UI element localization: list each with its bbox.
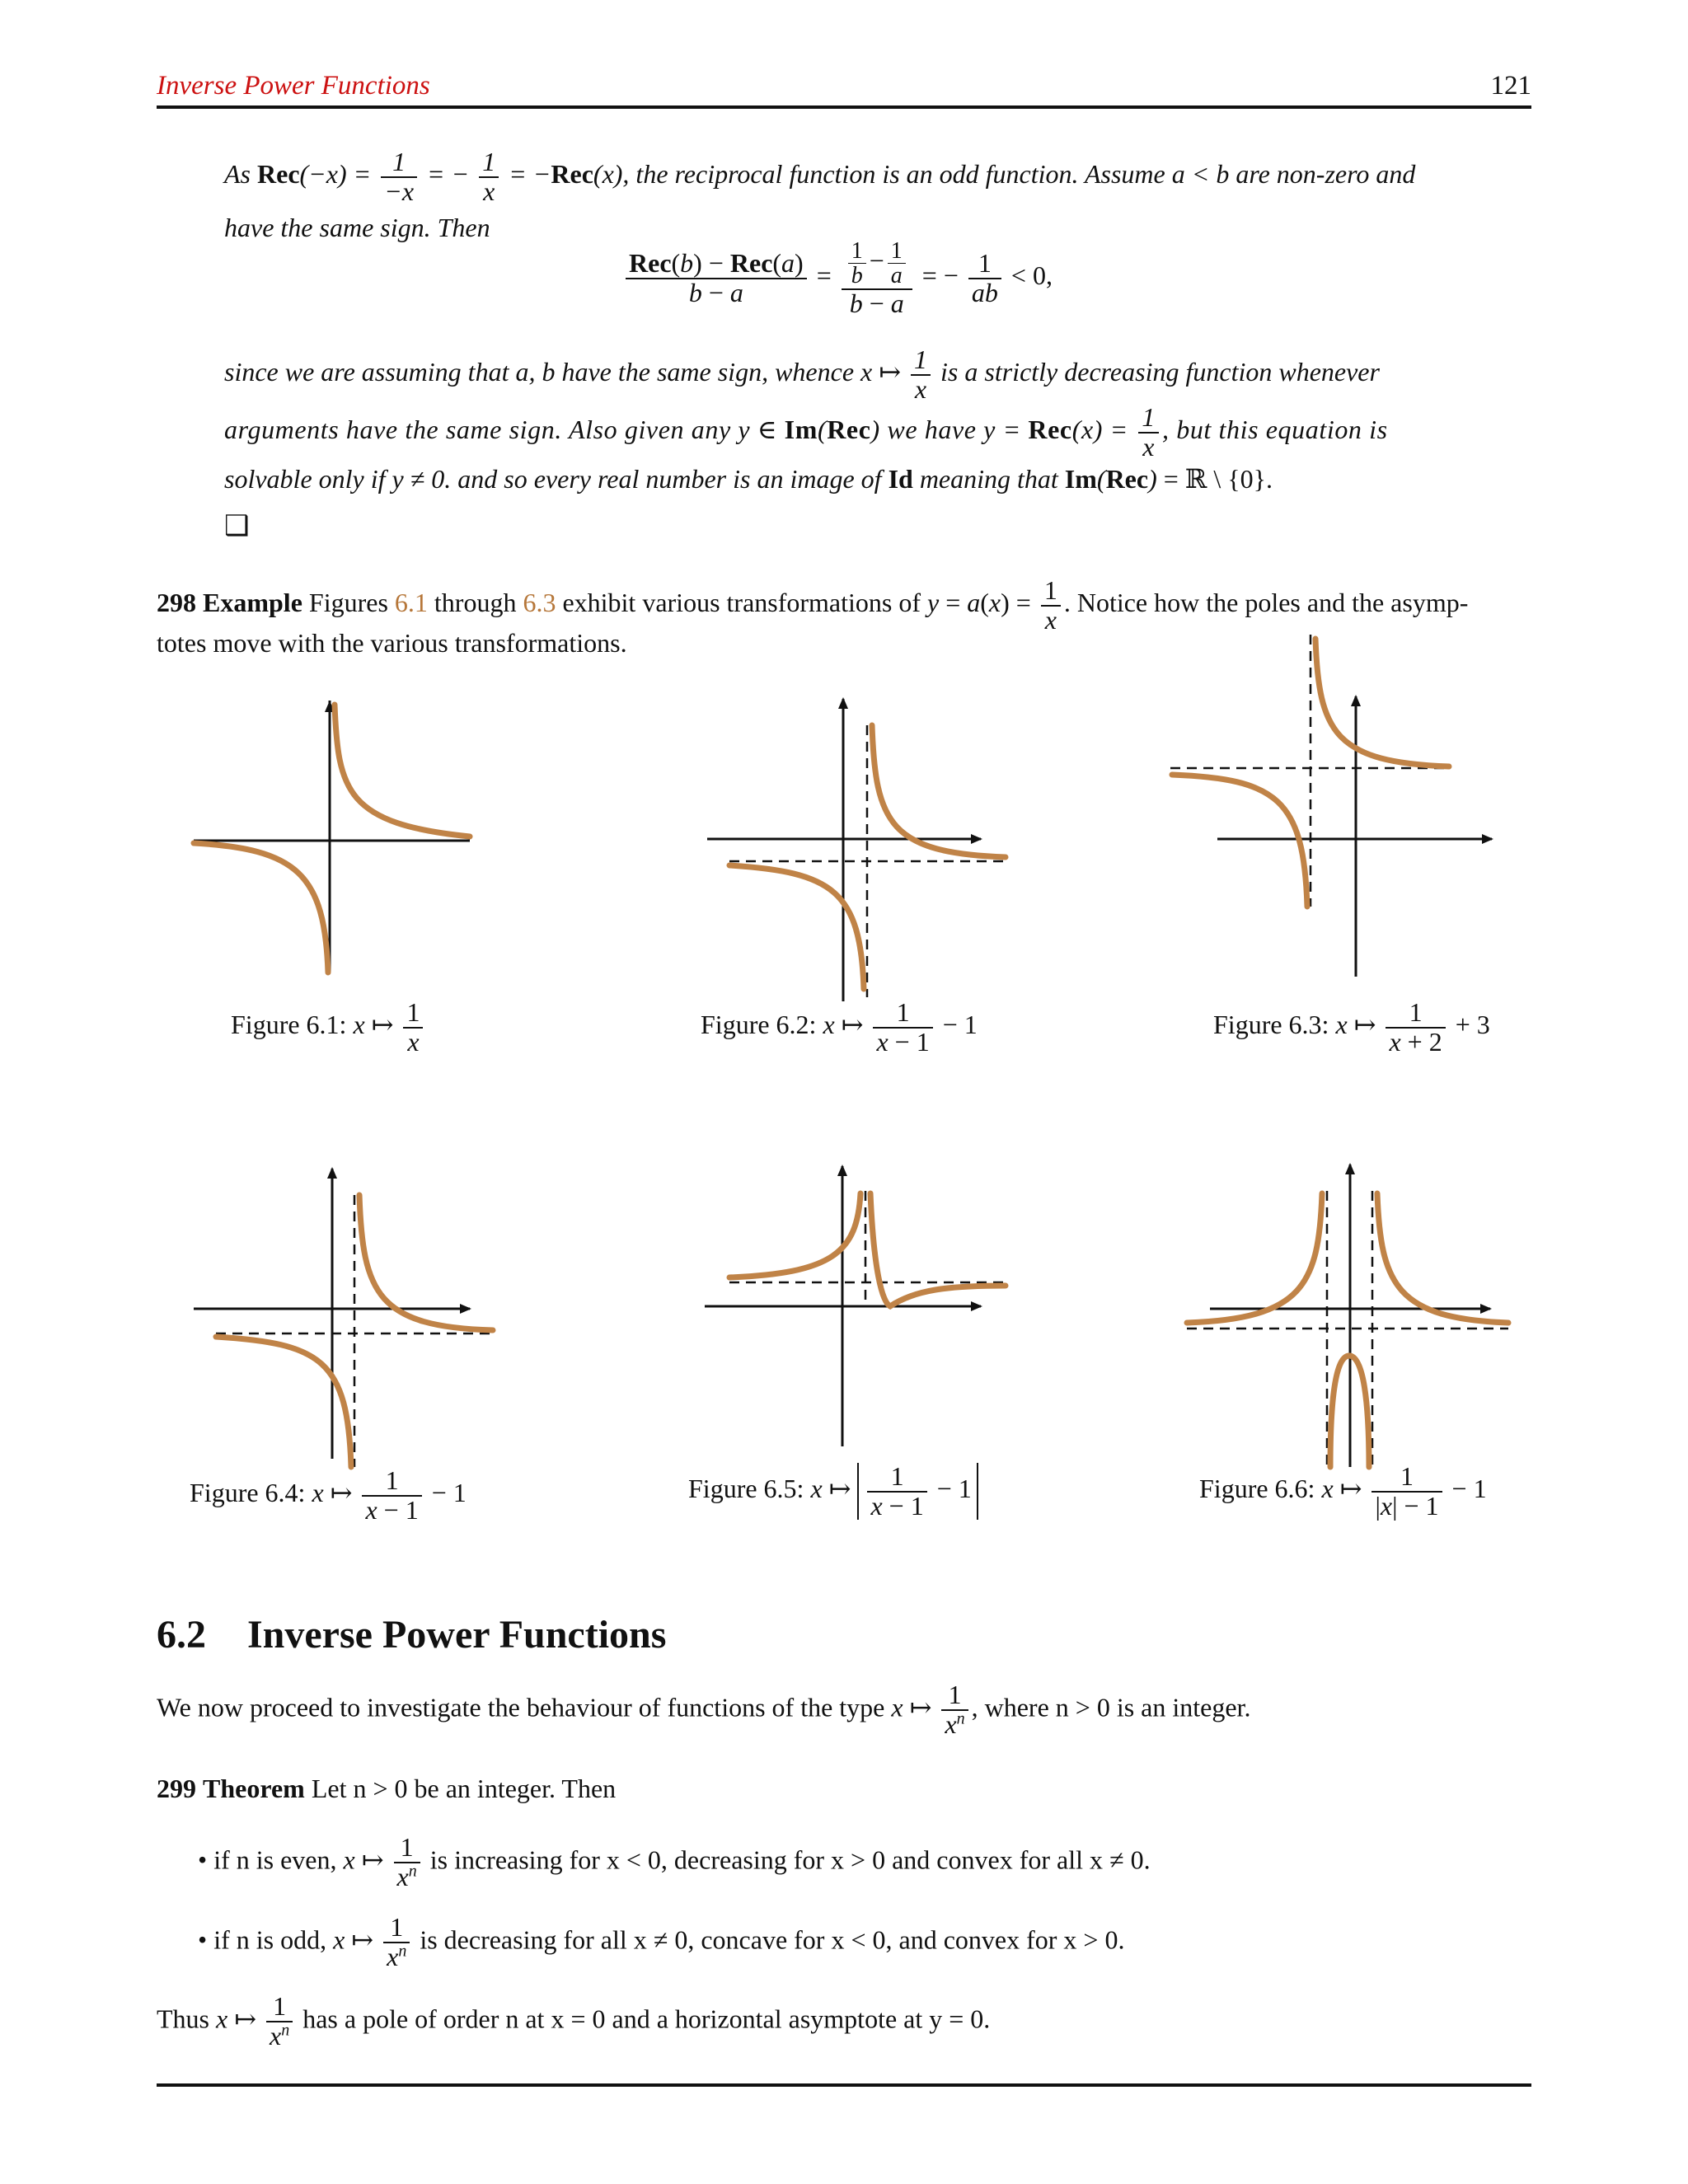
fig4-curve-left [216,1337,351,1467]
proof-display-equation: $\frac{\text{Rec(b) − Rec(a)}}{b - a}$ = $\frac{1}{b}$ − $\frac{1}{a}$ b − a = − $\frac{1}{ab}$ < 0, [622,239,1053,317]
figure-6-4-plot [194,1167,493,1467]
figure-6-5-plot [705,1165,1006,1446]
fig3-y-arrow [1351,695,1361,706]
fig1-curve-right [335,705,470,837]
theorem-299: 299 Theorem Let n > 0 be an integer. Then [157,1774,617,1803]
caption-figure-6-4: Figure 6.4: x ↦ $\frac{1}{x - 1}$ − 1 [190,1465,467,1525]
fig2-curve-right [872,725,1006,857]
fig3-x-arrow [1482,834,1493,844]
figure-ref-6-1[interactable]: 6.1 [394,587,428,617]
qed-symbol: ❑ [224,511,250,541]
fig6-x-arrow [1480,1304,1492,1314]
theorem-bullet-2: • if n is odd, x ↦ $\frac{1}{x^n}$ is decreasing for all x ≠ 0, concave for x < 0, and convex for x > 0. [198,1912,1125,1972]
fig2-x-arrow [971,834,982,844]
fig3-curve-right [1315,639,1449,766]
fig6-curve-left [1187,1193,1322,1323]
caption-figure-6-3: Figure 6.3: x ↦ $\frac{1}{x + 2}$ + 3 [1213,997,1490,1057]
fig5-curve-right [870,1193,1006,1306]
caption-figure-6-6: Figure 6.6: x ↦ $\frac{1}{|x| - 1}$ − 1 [1199,1461,1487,1521]
page-number: 121 [1490,71,1531,101]
fig5-x-arrow [971,1301,982,1311]
fig4-x-arrow [460,1304,471,1314]
fig5-y-arrow [837,1165,847,1176]
proof-line-4: arguments have the same sign. Also given any y ∈ Im(Rec) we have y = Rec(x) = $\frac{1}{x}$ , but this equation is [224,402,1388,462]
figure-6-6-plot [1187,1163,1508,1467]
caption-figure-6-2: Figure 6.2: x ↦ $\frac{1}{x - 1}$ − 1 [701,997,978,1057]
theorem-bullet-1: • if n is even, x ↦ $\frac{1}{x^n}$ is increasing for x < 0, decreasing for x > 0 and convex for all x ≠ 0. [198,1832,1151,1892]
fig3-curve-left [1172,775,1307,907]
example-298-line-2: totes move with the various transformations. [157,628,627,658]
caption-figure-6-1: Figure 6.1: x ↦ $\frac{1}{x}$ [231,999,426,1056]
proof-line-1: As Rec(−x) = $\frac{1}{-x}$ = − $\frac{1}{x}$ = −Rec(x), the reciprocal function is an odd function. Assume a < b are non-zero and [224,147,1416,206]
footer-rule [157,2083,1531,2087]
theorem-conclusion: Thus x ↦ $\frac{1}{x^n}$ has a pole of order n at x = 0 and a horizontal asymptote at y = 0. [157,1991,991,2051]
fig6-curve-right [1377,1193,1508,1323]
proof-line-3: since we are assuming that a, b have the same sign, whence x ↦ $\frac{1}{x}$ is a strictly decreasing function whenever [224,344,1380,404]
section-heading: 6.2 Inverse Power Functions [157,1613,667,1657]
proof-line-5: solvable only if y ≠ 0. and so every real number is an image of Id meaning that Im(Rec) = ℝ \ {0}. [224,464,1273,494]
fig1-curve-left [194,843,328,972]
figure-6-1-plot [194,701,470,972]
proof-line-2: have the same sign. Then [224,213,490,242]
figure-6-2-plot [707,697,1006,1001]
fig2-y-arrow [838,697,848,709]
figure-ref-6-3[interactable]: 6.3 [523,587,556,617]
figure-6-3-plot [1170,635,1493,977]
example-298: 298 Example Figures 6.1 through 6.3 exhibit various transformations of y = a(x) = $\frac{1}{x}$ . Notice how the poles and the asymp- [157,575,1469,635]
caption-figure-6-5: Figure 6.5: x ↦ $\frac{1}{x - 1}$ − 1 [688,1463,978,1520]
fig5-curve-left [729,1193,860,1277]
fig4-y-arrow [327,1167,337,1179]
fig6-y-arrow [1345,1163,1355,1174]
running-header-title: Inverse Power Functions [157,71,430,101]
section-intro: We now proceed to investigate the behaviour of functions of the type x ↦ $\frac{1}{x^n}$ , where n > 0 is an integer. [157,1680,1251,1740]
